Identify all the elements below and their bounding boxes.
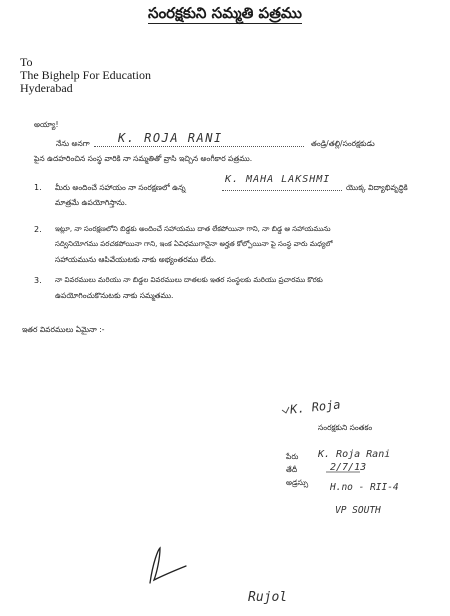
other-details-label: ఇతర వివరములు ఏమైనా :-	[22, 325, 105, 334]
detail-name-label: పేరు	[286, 452, 299, 461]
intro-line2: పైన ఉదహరించిన సంస్థ వారికి నా సమ్మతితో వ్రాసి ఇచ్చిన అంగీకార పత్రము.	[34, 154, 253, 163]
point-3-line2: ఉపయోగించుకొనుటకు నాకు సమ్మతము.	[55, 291, 174, 300]
address-org: The Bighelp For Education	[20, 68, 151, 82]
intro-prefix: నేను అనగా	[56, 139, 90, 148]
signature-label: సంరక్షకుని సంతకం	[318, 423, 373, 432]
bottom-signature: Rujol	[248, 590, 288, 605]
detail-address-label: అడ్రస్సు	[286, 478, 309, 487]
point-2-line3: సహాయమును ఆపివేయుటకు నాకు అభ్యంతరము లేదు.	[55, 255, 217, 264]
intro-suffix: తండ్రి/తల్లి/సంరక్షకుడు	[311, 139, 375, 148]
detail-date-label: తేదీ	[286, 465, 298, 474]
sign-tick-mark	[282, 407, 289, 413]
address-city: Hyderabad	[20, 81, 73, 95]
point-1-line2: మాత్రమే ఉపయోగిస్తాను.	[55, 198, 127, 207]
point-2-number: 2.	[34, 225, 42, 234]
point-2-line1: ఇట్లూ, నా సంరక్షణలోని బిడ్డకు అందించే సహాయము దాత లేకపోయినా గాని, నా బిడ్డ ఆ సహాయమును	[55, 225, 331, 233]
detail-address-line2: VP SOUTH	[335, 505, 381, 516]
salutation: అయ్యా!	[34, 120, 59, 129]
guardian-name: K. ROJA RANI	[118, 131, 223, 145]
point-1-number: 1.	[34, 183, 42, 192]
point-3-number: 3.	[34, 276, 42, 285]
guardian-signature: K. Roja	[289, 397, 342, 417]
detail-name-value: K. Roja Rani	[318, 449, 391, 460]
address-to: To	[20, 55, 33, 69]
child-name: K. MAHA LAKSHMI	[225, 174, 331, 185]
point-2-line2: సద్వినియోగము పరచకపోయినా గాని, ఇంక ఏవిధముగానైనా అర్హత కోల్పోయినా పై సంస్థ వారు మధ్యలో	[55, 240, 333, 248]
signature-flourish	[150, 548, 186, 583]
point-1-before: మీరు అందించే సహాయం నా సంరక్షణలో ఉన్న	[55, 183, 186, 192]
point-1-after: యొక్క విద్యాభివృద్ధికి	[346, 183, 408, 192]
page-title: సంరక్షకుని సమ్మతి పత్రము	[148, 4, 302, 22]
detail-date-value: 2/7/13	[330, 462, 367, 473]
point-3-line1: నా వివరములు మరియు నా బిడ్డల వివరములు దాతలకు ఇతర సంస్థలకు మరియు ప్రచారము కొరకు	[55, 276, 323, 284]
detail-address-line1: H.no - RII-4	[330, 482, 399, 493]
